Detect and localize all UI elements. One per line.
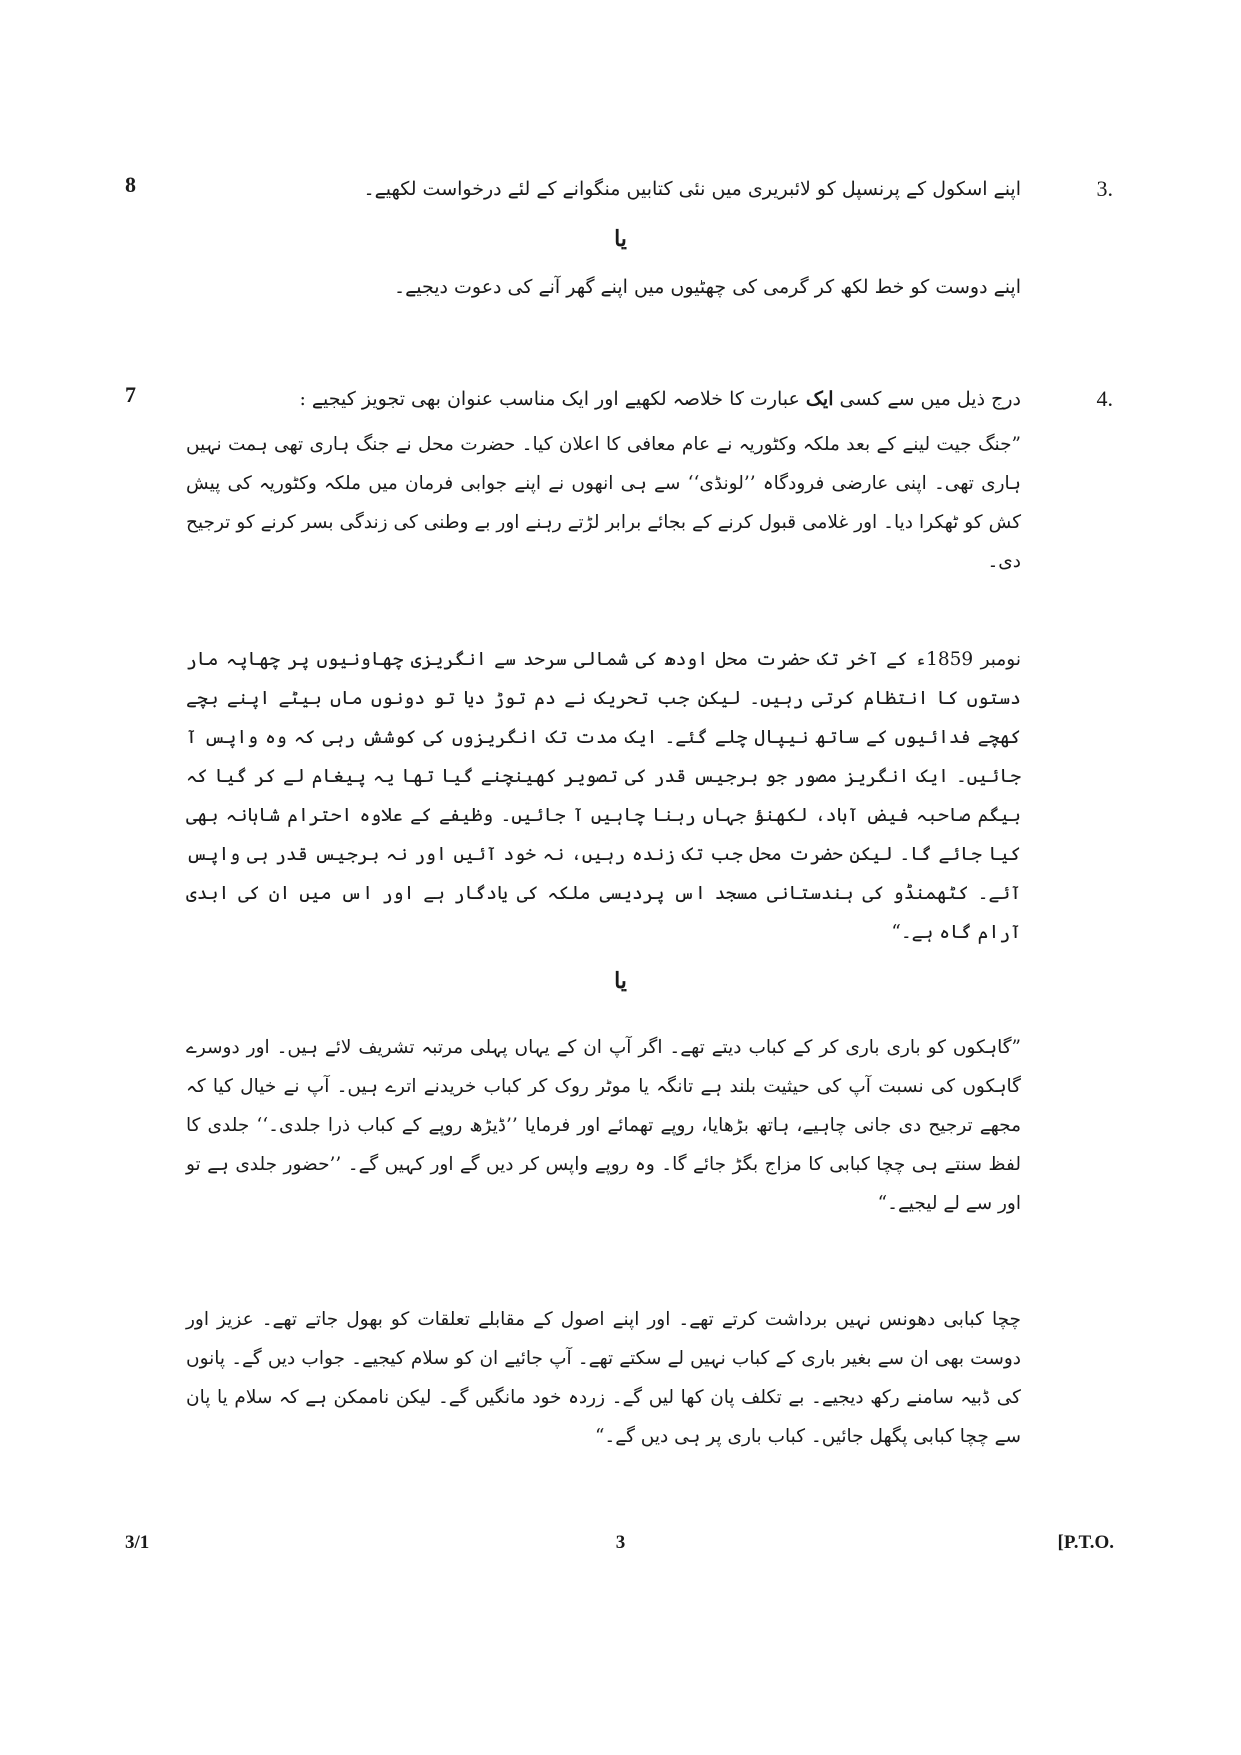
footer-pto: [P.T.O. bbox=[1057, 1532, 1114, 1553]
question-4-or-divider: یا bbox=[614, 968, 627, 994]
question-4-number: 4. bbox=[1096, 386, 1113, 411]
passage-2-paragraph-1: ”گاہکوں کو باری باری کر کے کباب دیتے تھے۔ اگر آپ ان کے یہاں پہلی مرتبہ تشریف لائے ہیں۔ اور دوسرے گاہکوں کی نسبت آپ کی حیثیت بلند ہے تانگہ یا موٹر روک کر کباب خریدنے اترے ہیں۔ آپ نے خیال کیا کہ مجھے ترجیح دی جانی چاہیے، ہاتھ بڑھایا، روپے تھمائے اور فرمایا ’’ڈیڑھ روپے کے کباب ذرا جلدی۔‘‘ جلدی کا لفظ سنتے ہی چچا کبابی کا مزاج بگڑ جائے گا۔ وہ روپے واپس کر دیں گے اور کہیں گے۔ ’’حضور جلدی ہے تو اور سے لے لیجیے۔“ bbox=[186, 1037, 1021, 1214]
question-3-or-divider: یا bbox=[614, 226, 627, 252]
footer-paper-code: 3/1 bbox=[125, 1532, 150, 1553]
passage-1-paragraph-2: نومبر 1859ء کے آخر تک حضرت محل اودھ کی شمالی سرحد سے انگریزی چھاونیوں پر چھاپہ مار دستوں کا انتظام کرتی رہیں۔ لیکن جب تحریک نے دم توڑ دیا تو دونوں ماں بیٹے اپنے بچے کھچے فدائیوں کے ساتھ نیپال چلے گئے۔ ایک مدت تک انگریزوں کی کوشش رہی کہ وہ واپس آ جائیں۔ ایک انگریز مصور جو برجیس قدر کی تصویر کھینچنے گیا تھا یہ پیغام لے کر گیا کہ بیگم صاحبہ فیض آباد، لکھنؤ جہاں رہنا چاہیں آ جائیں۔ وظیفے کے علاوہ احترام شاہانہ بھی کیا جائے گا۔ لیکن حضرت محل جب تک زندہ رہیں، نہ خود آئیں اور نہ برجیس قدر ہی واپس آئے۔ کٹھمنڈو کی ہندستانی مسجد اس پردیسی ملکہ کی یادگار ہے اور اس میں ان کی ابدی آرام گاہ ہے۔“ bbox=[186, 649, 1022, 943]
question-3-marks: 8 bbox=[125, 172, 136, 197]
question-4-instruction-bold: ایک bbox=[805, 388, 834, 410]
footer-page-number: 3 bbox=[615, 1532, 626, 1553]
question-3-text: اپنے اسکول کے پرنسپل کو لائبریری میں نئی کتابیں منگوانے کے لئے درخواست لکھیے۔ bbox=[363, 178, 1021, 200]
passage-2-paragraph-2: چچا کبابی دھونس نہیں برداشت کرتے تھے۔ اور اپنے اصول کے مقابلے تعلقات کو بھول جاتے تھے۔ عزیز اور دوست بھی ان سے بغیر باری کے کباب نہیں لے سکتے تھے۔ آپ جائیے ان کو سلام کیجیے۔ جواب دیں گے۔ پانوں کی ڈبیہ سامنے رکھ دیجیے۔ بے تکلف پان کھا لیں گے۔ زردہ خود مانگیں گے۔ لیکن ناممکن ہے کہ سلام یا پان سے چچا کبابی پگھل جائیں۔ کباب باری پر ہی دیں گے۔“ bbox=[186, 1309, 1021, 1447]
passage-1-paragraph-1: ”جنگ جیت لینے کے بعد ملکہ وکٹوریہ نے عام معافی کا اعلان کیا۔ حضرت محل نے جنگ ہاری تھی ہمت نہیں ہاری تھی۔ اپنی عارضی فرودگاہ ’’لونڈی‘‘ سے ہی انھوں نے اپنے جوابی فرمان میں ملکہ وکٹوریہ کی پیش کش کو ٹھکرا دیا۔ اور غلامی قبول کرنے کے بجائے برابر لڑتے رہنے اور بے وطنی کی زندگی بسر کرنے کو ترجیح دی۔ bbox=[186, 434, 1021, 572]
question-3-number: 3. bbox=[1096, 176, 1113, 201]
question-4-marks: 7 bbox=[125, 382, 136, 407]
question-4-instruction-part1: درج ذیل میں سے کسی bbox=[839, 388, 1021, 410]
question-3-alternative-text: اپنے دوست کو خط لکھ کر گرمی کی چھٹیوں میں اپنے گھر آنے کی دعوت دیجیے۔ bbox=[393, 276, 1021, 298]
question-4-instruction-part2: عبارت کا خلاصہ لکھیے اور ایک مناسب عنوان بھی تجویز کیجیے : bbox=[299, 388, 800, 410]
question-4-instruction bbox=[221, 380, 1021, 418]
